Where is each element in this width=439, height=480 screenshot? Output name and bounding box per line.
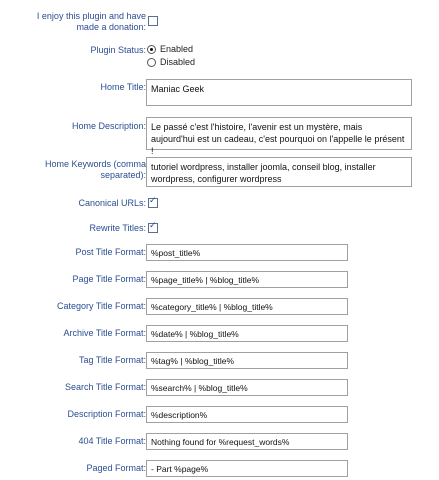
plugin-status-label: Plugin Status: [90,45,146,55]
category-title-format-label: Category Title Format: [56,301,146,311]
home-keywords-label: Home Keywords (comma separated): [44,159,146,180]
page-title-format-input[interactable]: %page_title% | %blog_title% [146,271,348,288]
donation-label: I enjoy this plugin and have made a donation: [36,11,146,32]
paged-format-label: Paged Format: [86,463,146,473]
post-title-format-label: Post Title Format: [75,247,146,257]
post-title-format-input[interactable]: %post_title% [146,244,348,261]
paged-format-input[interactable]: - Part %page% [146,460,348,477]
description-format-label: Description Format: [67,409,146,419]
status-enabled-radio[interactable] [147,45,156,54]
search-title-format-input[interactable]: %search% | %blog_title% [146,379,348,396]
page-title-format-label: Page Title Format: [72,274,146,284]
canonical-urls-checkbox[interactable] [148,198,158,208]
home-title-textarea[interactable]: Maniac Geek [146,79,412,106]
donation-checkbox[interactable] [148,16,158,26]
home-description-textarea[interactable]: Le passé c'est l'histoire, l'avenir est un mystère, mais aujourd'hui est un cadeau, c'est pourquoi on l'appelle le présent ! [146,117,412,150]
rewrite-titles-label: Rewrite Titles: [89,223,146,233]
tag-title-format-label: Tag Title Format: [78,355,146,365]
archive-title-format-input[interactable]: %date% | %blog_title% [146,325,348,342]
home-description-label: Home Description: [71,121,146,131]
canonical-urls-label: Canonical URLs: [78,198,146,208]
title-404-format-label: 404 Title Format: [78,436,146,446]
tag-title-format-input[interactable]: %tag% | %blog_title% [146,352,348,369]
search-title-format-label: Search Title Format: [64,382,146,392]
archive-title-format-label: Archive Title Format: [63,328,146,338]
category-title-format-input[interactable]: %category_title% | %blog_title% [146,298,348,315]
home-title-label: Home Title: [100,82,146,92]
status-disabled-option[interactable] [147,56,195,68]
status-disabled-radio[interactable] [147,58,156,67]
title-404-format-input[interactable]: Nothing found for %request_words% [146,433,348,450]
home-keywords-textarea[interactable]: tutoriel wordpress, installer joomla, conseil blog, installer wordpress, configurer wordpress [146,157,412,187]
status-disabled-label: Disabled [160,57,196,67]
description-format-input[interactable]: %description% [146,406,348,423]
rewrite-titles-checkbox[interactable] [148,223,158,233]
status-enabled-option[interactable] [147,43,193,55]
status-enabled-label: Enabled [160,44,194,54]
